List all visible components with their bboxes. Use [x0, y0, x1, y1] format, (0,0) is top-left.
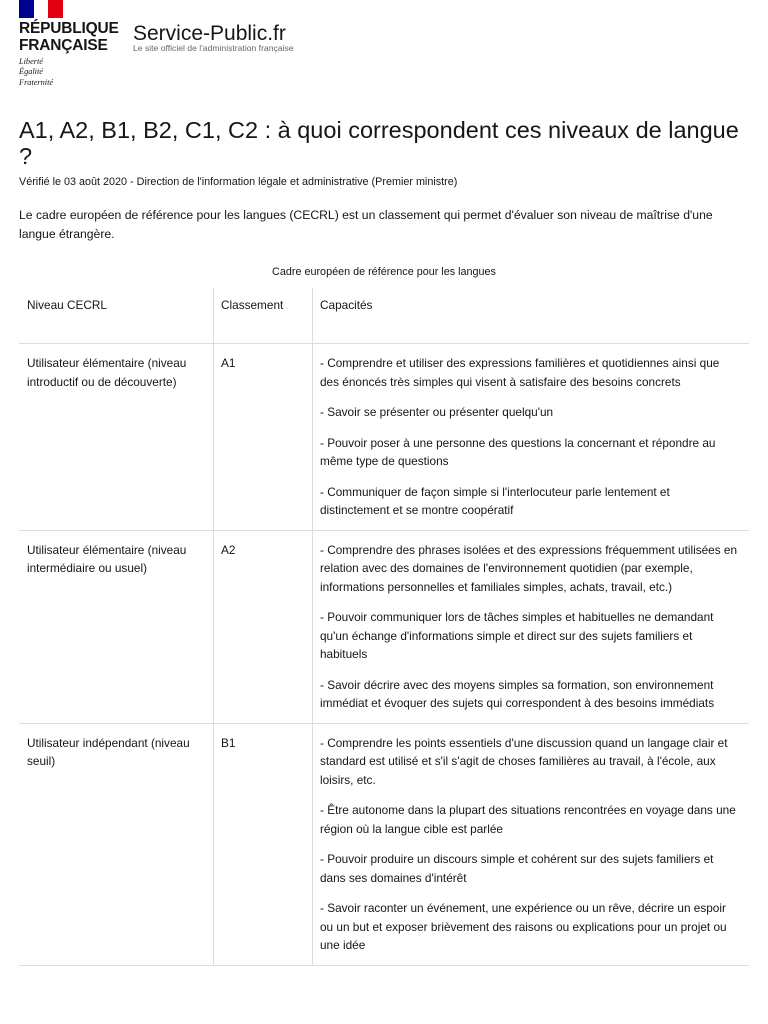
capacity-item: - Pouvoir communiquer lors de tâches simples et habituelles ne demandant qu'un échange d'informations simple et direct sur des sujets familiers et habituels [320, 610, 714, 661]
verification-date: Vérifié le 03 août 2020 - Direction de l'information légale et administrative (Premier ministre) [19, 176, 458, 188]
cell-level: Utilisateur élémentaire (niveau intermédiaire ou usuel) [19, 530, 214, 723]
header-niveau: Niveau CECRL [19, 288, 214, 344]
capacity-item: - Comprendre les points essentiels d'une discussion quand un langage clair et standard est utilisé et s'il s'agit de choses familières au travail, à l'école, aux loisirs, etc. [320, 735, 728, 787]
flag-blue-stripe [19, 0, 34, 18]
motto-egalite: Égalité [19, 67, 43, 76]
capacity-item: - Pouvoir poser à une personne des questions la concernant et répondre au même type de questions [320, 435, 716, 468]
flag-red-stripe [48, 0, 63, 18]
motto-fraternite: Fraternité [19, 78, 54, 87]
capacity-item: - Communiquer de façon simple si l'interlocuteur parle lentement et distinctement et se montre coopératif [320, 484, 670, 517]
cell-rank: A1 [214, 344, 313, 531]
cecrl-table [19, 288, 749, 966]
capacity-item: - Savoir se présenter ou présenter quelqu'un [320, 405, 554, 419]
intro-paragraph: Le cadre européen de référence pour les langues (CECRL) est un classement qui permet d'évaluer son niveau de maîtrise d'une langue étrangère. [19, 208, 713, 241]
table-header-row [19, 288, 749, 344]
capacity-item: - Comprendre des phrases isolées et des expressions fréquemment utilisées en relation avec des domaines de l'environnement quotidien (par exemple, informations personnelles et familiales simples, achats, travail, etc.) [320, 542, 738, 594]
brand-line-2: FRANÇAISE [19, 37, 108, 54]
cell-capacities [313, 530, 750, 723]
site-header [19, 0, 759, 95]
brand-line-1: RÉPUBLIQUE [19, 20, 119, 37]
capacity-item: - Pouvoir produire un discours simple et cohérent sur des sujets familiers et dans ses domaines d'intérêt [320, 852, 714, 885]
cell-capacities [313, 344, 750, 531]
cell-level: Utilisateur indépendant (niveau seuil) [19, 723, 214, 965]
capacity-item: - Comprendre et utiliser des expressions familières et quotidiennes ainsi que des énoncés très simples qui visent à satisfaire des besoins concrets [320, 356, 720, 389]
flag-white-stripe [34, 0, 49, 18]
capacity-item: - Savoir décrire avec des moyens simples sa formation, son environnement immédiat et évoquer des sujets qui correspondent à des besoins immédiats [320, 677, 715, 710]
table-row-a1 [19, 344, 749, 531]
page-title: A1, A2, B1, B2, C1, C2 : à quoi correspondent ces niveaux de langue ? [19, 117, 739, 169]
french-flag-logo[interactable] [19, 0, 63, 18]
cell-rank: B1 [214, 723, 313, 965]
capacity-item: - Être autonome dans la plupart des situations rencontrées en voyage dans une région où la langue cible est parlée [320, 803, 736, 836]
cell-level: Utilisateur élémentaire (niveau introductif ou de découverte) [19, 344, 214, 531]
cell-capacities [313, 723, 750, 965]
motto-liberte: Liberté [19, 57, 43, 66]
table-caption: Cadre européen de référence pour les langues [272, 266, 496, 278]
table-row-a2 [19, 530, 749, 723]
header-capacites: Capacités [313, 288, 750, 344]
cell-rank: A2 [214, 530, 313, 723]
capacity-item: - Savoir raconter un événement, une expérience ou un rêve, décrire un espoir ou un but et exposer brièvement des raisons ou explications pour un projet ou une idée [320, 901, 727, 952]
header-classement: Classement [214, 288, 313, 344]
table-row-b1 [19, 723, 749, 965]
site-subtitle: Le site officiel de l'administration française [133, 43, 294, 53]
site-title-link[interactable]: Service-Public.fr [133, 22, 286, 45]
